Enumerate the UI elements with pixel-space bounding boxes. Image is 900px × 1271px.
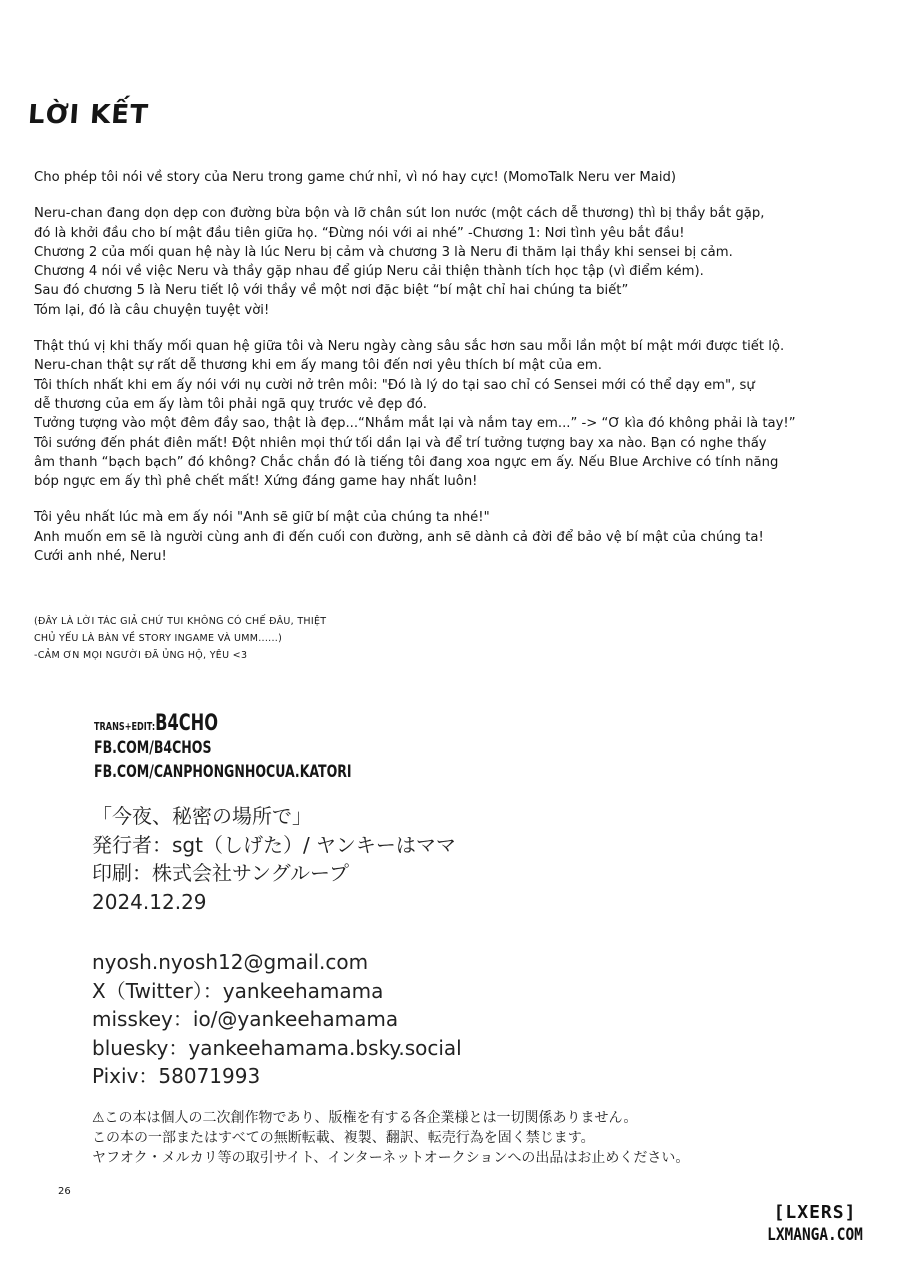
contact-bluesky: bluesky：yankeehamama.bsky.social xyxy=(92,1035,462,1060)
facebook-link-2: FB.COM/CANPHONGNHOCUA.KATORI xyxy=(94,762,352,782)
story-line: dễ thương của em ấy làm tôi phải ngã quỵ trước vẻ đẹp đó. xyxy=(34,396,427,412)
story-line: Tưởng tượng vào một đêm đầy sao, thật là đẹp...“Nhắm mắt lại và nắm tay em...” -> “Ơ kìa đó không phải là tay!” xyxy=(34,416,796,432)
story-line: Cưới anh nhé, Neru! xyxy=(34,549,167,565)
story-line: Chương 4 nói về việc Neru và thầy gặp nhau để giúp Neru cải thiện thành tích học tập (vì điểm kém). xyxy=(34,264,704,280)
contact-twitter: X（Twitter）：yankeehamama xyxy=(92,978,384,1003)
page-number: 26 xyxy=(58,1186,71,1197)
story-text xyxy=(34,168,854,566)
publisher: 発行者：sgt（しげた）/ ヤンキーはママ xyxy=(92,832,456,857)
trans-edit-label: TRANS+EDIT: xyxy=(94,720,156,733)
story-line: Sau đó chương 5 là Neru tiết lộ với thầy về một nơi đặc biệt “bí mật chỉ hai chúng ta biết” xyxy=(34,283,629,299)
story-line: Thật thú vị khi thấy mối quan hệ giữa tôi và Neru ngày càng sâu sắc hơn sau mỗi lần một bí mật mới được tiết lộ. xyxy=(34,339,785,355)
author-contacts xyxy=(92,948,462,1091)
legal-line: ⚠この本は個人の二次創作物であり、版権を有する各企業様とは一切関係ありません。 xyxy=(92,1110,638,1126)
legal-notice xyxy=(92,1108,689,1168)
trans-edit-credit xyxy=(94,712,352,736)
site-watermark xyxy=(740,1202,890,1246)
publish-date: 2024.12.29 xyxy=(92,889,207,914)
watermark-line-1: [LXERS] xyxy=(773,1202,857,1223)
paragraph-gap xyxy=(34,491,854,508)
story-line: Cho phép tôi nói về story của Neru trong game chứ nhỉ, vì nó hay cực! (MomoTalk Neru ver Maid) xyxy=(34,170,677,185)
printer: 印刷：株式会社サングループ xyxy=(92,861,349,885)
watermark-line-2: LXMANGA.COM xyxy=(767,1225,863,1245)
story-line: Tôi yêu nhất lúc mà em ấy nói "Anh sẽ giữ bí mật của chúng ta nhé!" xyxy=(34,510,490,526)
story-line: Neru-chan đang dọn dẹp con đường bừa bộn và lỡ chân sút lon nước (một cách dễ thương) thì bị thầy bắt gặp, xyxy=(34,206,765,222)
publication-info xyxy=(92,802,456,916)
story-line: bóp ngực em ấy thì phê chết mất! Xứng đáng game hay nhất luôn! xyxy=(34,474,478,490)
story-line: Neru-chan thật sự rất dễ thương khi em ấy mang tôi đến nơi yêu thích bí mật của em. xyxy=(34,358,602,374)
story-line: Tôi sướng đến phát điên mất! Đột nhiên mọi thứ tối dần lại và để trí tưởng tượng bay xa nào. Bạn có nghe thấy xyxy=(34,435,767,451)
translator-note xyxy=(34,613,326,664)
page-title: LỜI KẾT xyxy=(26,100,150,130)
contact-pixiv: Pixiv：58071993 xyxy=(92,1064,261,1088)
contact-email: nyosh.nyosh12@gmail.com xyxy=(92,950,369,974)
legal-line: ヤフオク・メルカリ等の取引サイト、インターネットオークションへの出品はお止めください。 xyxy=(92,1150,690,1166)
paragraph-gap xyxy=(34,187,854,204)
paragraph-gap xyxy=(34,320,854,337)
story-line: Tôi thích nhất khi em ấy nói với nụ cười nở trên môi: "Đó là lý do tại sao chỉ có Sensei mới có thể dạy em", sự xyxy=(34,377,755,393)
story-line: Chương 2 của mối quan hệ này là lúc Neru bị cảm và chương 3 là Neru đi thăm lại thầy khi sensei bị cảm. xyxy=(34,244,733,260)
translator-name: B4CHO xyxy=(155,711,219,736)
note-line: -CẢM ƠN MỌI NGƯỜI ĐÃ ỦNG HỘ, YÊU <3 xyxy=(34,650,248,661)
contact-misskey: misskey：io/@yankeehamama xyxy=(92,1007,399,1031)
book-title: 「今夜、秘密の場所で」 xyxy=(92,804,312,828)
translator-credits xyxy=(94,712,408,784)
legal-line: この本の一部またはすべての無断転載、複製、翻訳、転売行為を固く禁じます。 xyxy=(92,1130,595,1146)
note-line: (ĐÂY LÀ LỜI TÁC GIẢ CHỨ TUI KHÔNG CÓ CHẾ ĐÂU, THIỆT xyxy=(34,616,327,627)
story-line: Tóm lại, đó là câu chuyện tuyệt vời! xyxy=(34,302,270,318)
story-line: Anh muốn em sẽ là người cùng anh đi đến cuối con đường, anh sẽ dành cả đời để bảo vệ bí mật của chúng ta! xyxy=(34,529,764,545)
story-line: đó là khởi đầu cho bí mật đầu tiên giữa họ. “Đừng nói với ai nhé” -Chương 1: Nơi tình yêu bắt đầu! xyxy=(34,225,685,241)
story-line: âm thanh “bạch bạch” đó không? Chắc chắn đó là tiếng tôi đang xoa ngực em ấy. Nếu Blue Archive có tính năng xyxy=(34,454,779,470)
note-line: CHỦ YẾU LÀ BÀN VỀ STORY INGAME VÀ UMM......) xyxy=(34,633,283,644)
facebook-link-1: FB.COM/B4CHOS xyxy=(94,738,212,758)
